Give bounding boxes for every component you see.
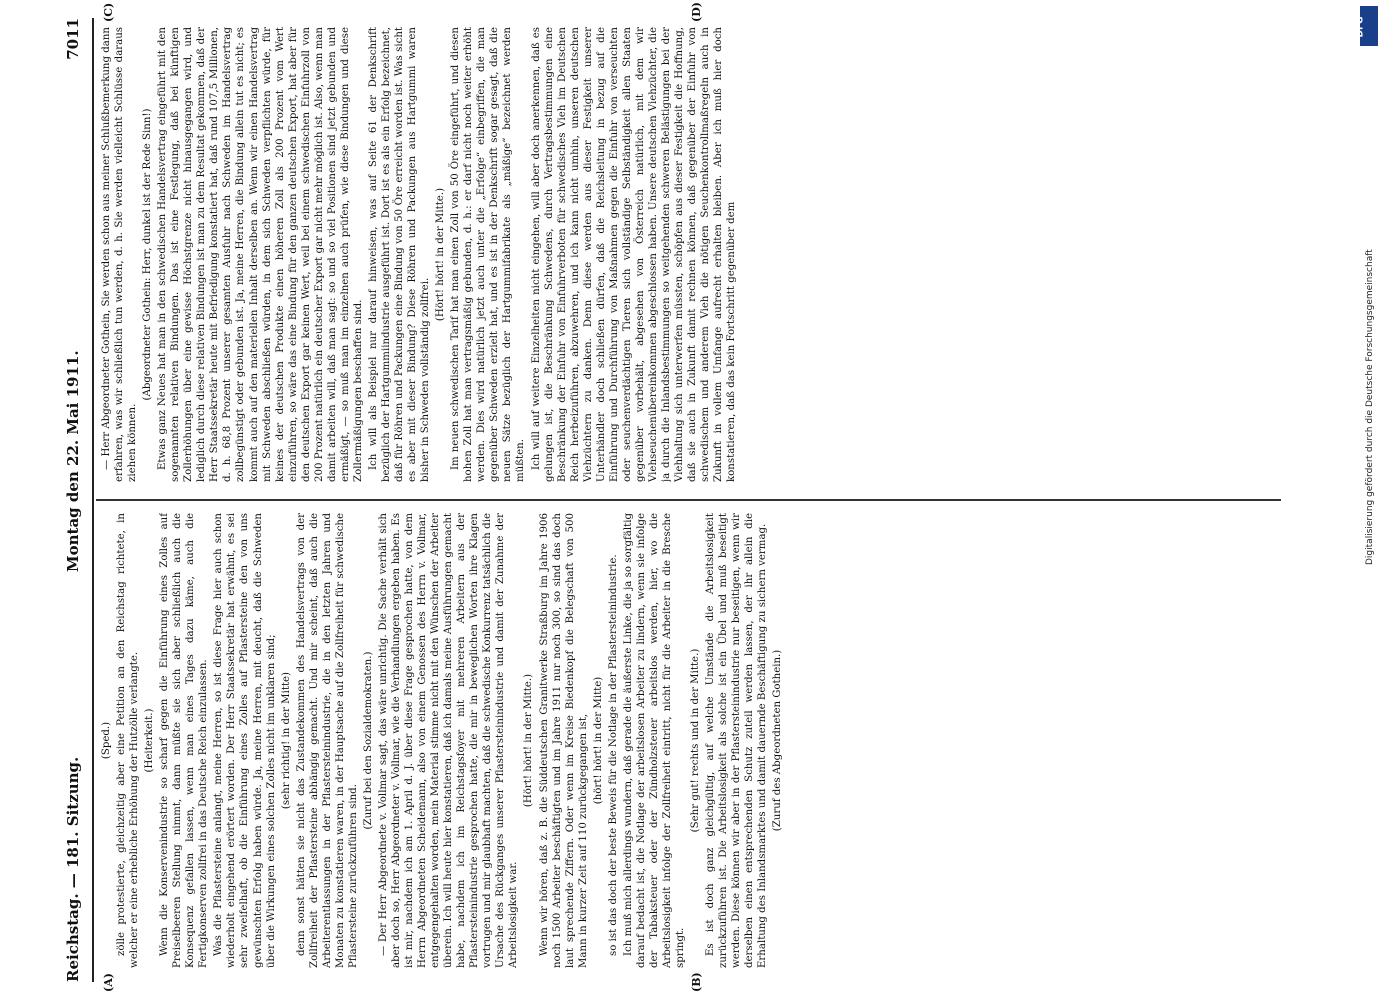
- header-left: Reichstag. — 181. Sitzung.: [64, 756, 82, 982]
- paragraph: (Hört! hört! in der Mitte.): [435, 187, 447, 322]
- paragraph: Es ist doch ganz gleichgültig, auf welche Umstände die Arbeitslosigkeit zurückzuführen ist. Die Arbeitslosigkeit als solche ist ein Übel und muß beseitigt werden. Diese können wir aber in der Pflastersteinindustrie nur beseitigen, wenn wir derselben einen entsprechenden Schutz zuteil werden lassen, der ihr allein die Erhaltung des Inlandsmarktes und damit dauernde Beschäftigung zu sichern vermag.: [705, 513, 769, 968]
- right-column: [100, 27, 1275, 482]
- margin-marker-d: (D): [690, 2, 703, 22]
- paragraph: — Herr Abgeordneter Gothein, Sie werden schon aus meiner Schlußbemerkung dann erfahren, was wir schließlich tun werden, d. h. Sie werden vielleicht Schlüsse daraus ziehen können.: [101, 27, 139, 482]
- paragraph: so ist das doch der beste Beweis für die Notlage in der Pflastersteinindustrie.: [607, 554, 619, 956]
- paragraph: denn sonst hätten sie nicht das Zustandekommen des Handelsvertrags von der Zollfreiheit der Pflastersteine abhängig gemacht. Und mir scheint, daß auch die Arbeiterentlassungen in der Pflastersteinindustrie, die in den letzten Jahren und Monaten zu konstatieren waren, in der Hauptsache auf die Zollfreiheit für schwedische Pflastersteine zurückzuführen sind.: [295, 513, 359, 968]
- paragraph: (Hört! hört! in der Mitte.): [523, 673, 535, 808]
- paragraph: — Der Herr Abgeordnete v. Vollmar sagt, das wäre unrichtig. Die Sache verhält sich aber doch so, Herr Abgeordneter v. Vollmar, wie die Verhandlungen ergeben haben. Es ist mir, nachdem ich am 1. April d. J. über diese Frage gesprochen hatte, von dem Herrn Abgeordneten Scheidemann, also von einem Genossen des Herrn v. Vollmar, entgegengehalten worden, mein Material stimme nicht mit den Wünschen der Arbeiter überein. Ich will heute hier konstatieren, daß ich damals meine Ausführungen gemacht habe, nachdem ich im Reichstagsfoyer mit mehreren Arbeitern aus der Pflastersteinindustrie gesprochen hatte, die mir in beweglichen Worten ihre Klagen vortrugen und mir glaubhaft machten, daß die schwedische Konkurrenz tatsächlich die Ursache des Rückganges unserer Pflastersteinindustrie und damit der Zunahme der Arbeitslosigkeit war.: [377, 513, 520, 968]
- paragraph: Ich will als Beispiel nur darauf hinweisen, was auf Seite 61 der Denkschrift bezüglich der Hartgummiindustrie ausgeführt ist. Dort ist es als ein Erfolg bezeichnet, daß für Röhren und Packungen eine Bindung von 50 Öre erreicht worden ist. Was sicht es aber mit dieser Bindung? Diese Röhren und Packungen aus Hartgummi waren bisher in Schweden vollständig zollfrei.: [367, 27, 432, 482]
- column-divider: [96, 499, 1281, 501]
- header-date: Montag den 22. Mai 1911.: [64, 350, 82, 572]
- header-rule: [92, 18, 94, 982]
- paragraph: (Zuruf bei den Sozialdemokraten.): [362, 651, 374, 830]
- page-number: 7011: [64, 18, 82, 60]
- paragraph: (Zuruf des Abgeordneten Gothein.): [772, 649, 784, 832]
- dfg-logo: DFG: [1360, 6, 1378, 46]
- paragraph: Ich will auf weitere Einzelheiten nicht eingehen, will aber doch anerkennen, daß es gelungen ist, die Beschränkung Schwedens, durch Vertragsbestimmungen eine Beschränkung der Einfuhr von Einfuhrverboten für schwedisches Vieh im Deutschen Reich herbeizuführen, abzuwehren, und ich kann nicht umhin, unseren deutschen Viehzüchtern zu danken. Denn diese werden aus dieser Festigkeit unserer Unterhändler doch schließen dürfen, daß die Reichsleitung in bezug auf die Einführung und Durchführung von Maßnahmen gegen die Einfuhr von verseuchten oder seuchenverdächtigen Tieren sich vollständige Selbständigkeit allen Staaten gegenüber vorbehält, abgesehen von Österreich natürlich, mit dem wir Viehseuchenübereinkommen abgeschlossen haben. Unsere deutschen Viehzüchter, die ja durch die Inlandsbestimmungen so weitgehenden schweren Belästigungen bei der Viehhaltung sich unterwerfen müssten, schöpfen aus dieser Festigkeit die Hoffnung, daß sie auch in Zukunft damit rechnen können, daß gegenüber der Einfuhr von schwedischem und anderem Vieh die nötigen Seuchenkontrollmaßregeln auch in Zukunft in vollem Umfange aufrecht erhalten bleiben. Aber ich muß hier doch konstatieren, daß das kein Fortschritt gegenüber dem: [530, 27, 738, 482]
- paragraph: Wenn die Konservenindustrie so scharf gegen die Einführung eines Zolles auf Preiselbeeren Stellung nimmt, dann müßte sie sich aber schließlich auch die Konsequenz gefallen lassen, wenn man eines Tages dazu käme, auch die Fertigkonserven zollfrei in das Deutsche Reich einzulassen.: [159, 513, 210, 968]
- margin-marker-b: (B): [690, 972, 703, 992]
- paragraph: (hört! hört! in der Mitte): [592, 676, 604, 805]
- paragraph: Wenn wir hören, daß z. B. die Süddeutschen Granitwerke Straßburg im Jahre 1906 noch 1500 Arbeiter beschäftigten und im Jahre 1911 nur noch 300, so sind das doch laut sprechende Ziffern. Oder wenn im Kreise Biedenkopf die Belegschaft von 500 Mann in kurzer Zeit auf 110 zurückgegangen ist,: [538, 513, 589, 968]
- margin-marker-a: (A): [102, 973, 115, 992]
- paragraph: zölle protestierte, gleichzeitig aber eine Petition an den Reichstag richtete, in welcher er eine erhebliche Erhöhung der Hutzölle verlangte.: [116, 513, 141, 968]
- paragraph: Was die Pflastersteine anlangt, meine Herren, so ist diese Frage hier auch schon wiederholt eingehend erörtert worden. Der Herr Staatssekretär hat erwähnt, es sei sehr zweifelhaft, ob die Einführung eines Zolles auf Pflastersteine den von uns gewünschten Erfolg haben würde. Ja, meine Herren, mit deucht, daß die Schweden über die Wirkungen eines solchen Zolles nicht im unklaren sind;: [213, 513, 277, 968]
- paragraph: (Heiterkeit.): [144, 708, 156, 773]
- paragraph: Im neuen schwedischen Tarif hat man einen Zoll von 50 Öre eingeführt, und diesen hohen Zoll hat man vertragsmäßig gebunden, d. h.: er darf nicht noch weiter erhöht werden. Dies wird natürlich jetzt auch unter die „Erfolge“ einbegriffen, die man gegenüber Schweden erzielt hat, und es ist in der Denkschrift sogar gesagt, daß die neuen Sätze bezüglich der Hartgummifabrikate als „mäßige“ bezeichnet werden müßten.: [450, 27, 527, 482]
- paragraph: (sehr richtig! in der Mitte): [280, 671, 292, 810]
- paragraph: (Sped.): [101, 721, 112, 760]
- paragraph: Etwas ganz Neues hat man in den schwedischen Handelsvertrag eingeführt mit den sogenannten relativen Bindungen. Das ist eine Festlegung, daß bei künftigen Zollerhöhungen über eine gewisse Höchstgrenze nicht hinausgegangen wird, und lediglich durch diese relativen Bindungen ist man zu dem Resultat gekommen, daß der Herr Staatssekretär heute mit Befriedigung konstatiert hat, daß rund 107,5 Millionen, d. h. 68,8 Prozent unserer gesamten Ausfuhr nach Schweden im Handelsvertrag zollbegünstigt oder gebunden ist. Ja, meine Herren, die Bindung allein tut es nicht; es kommt auch auf den materiellen Inhalt derselben an. Wenn wir einen Handelsvertrag mit Schweden abschließen würden, in dem sich Schweden verpflichten würde, für keines der deutschen Produkte einen höheren Zoll als 200 Prozent vom Wert einzuführen, so wäre das eine Bindung für den ganzen deutschen Export, hat aber für den deutschen Export gar keinen Wert, weil bei einem schwedischen Einfuhrzoll von 200 Prozent natürlich ein deutscher Export gar nicht mehr möglich ist. Also, wenn man damit arbeiten will, daß man sagt: so und so viel Positionen sind jetzt gebunden und ermäßigt, — so muß man im einzelnen auch prüfen, wie diese Bindungen und diese Zollermäßigungen beschaffen sind.: [157, 27, 364, 482]
- paragraph: (Abgeordneter Gothein: Herr, dunkel ist der Rede Sinn!): [142, 108, 154, 401]
- paragraph: (Sehr gut! rechts und in der Mitte.): [690, 648, 702, 833]
- paragraph: Ich muß mich allerdings wundern, daß gerade die äußerste Linke, die ja so sorgfältig darauf bedacht ist, die Notlage der arbeitslosen Arbeiter zu lindern, wenn sie infolge der Tabaksteuer oder der Zündholzsteuer arbeitslos werden, hier, wo die Arbeitslosigkeit infolge der Zollfreiheit eintritt, nicht für die Arbeiter in die Bresche springt.: [622, 513, 686, 968]
- margin-marker-c: (C): [102, 2, 115, 22]
- digitization-credit: Digitalisierung gefördert durch die Deutsche Forschungsgemeinschaft: [1365, 249, 1375, 565]
- left-column: [100, 513, 1275, 968]
- page-header: [60, 18, 90, 982]
